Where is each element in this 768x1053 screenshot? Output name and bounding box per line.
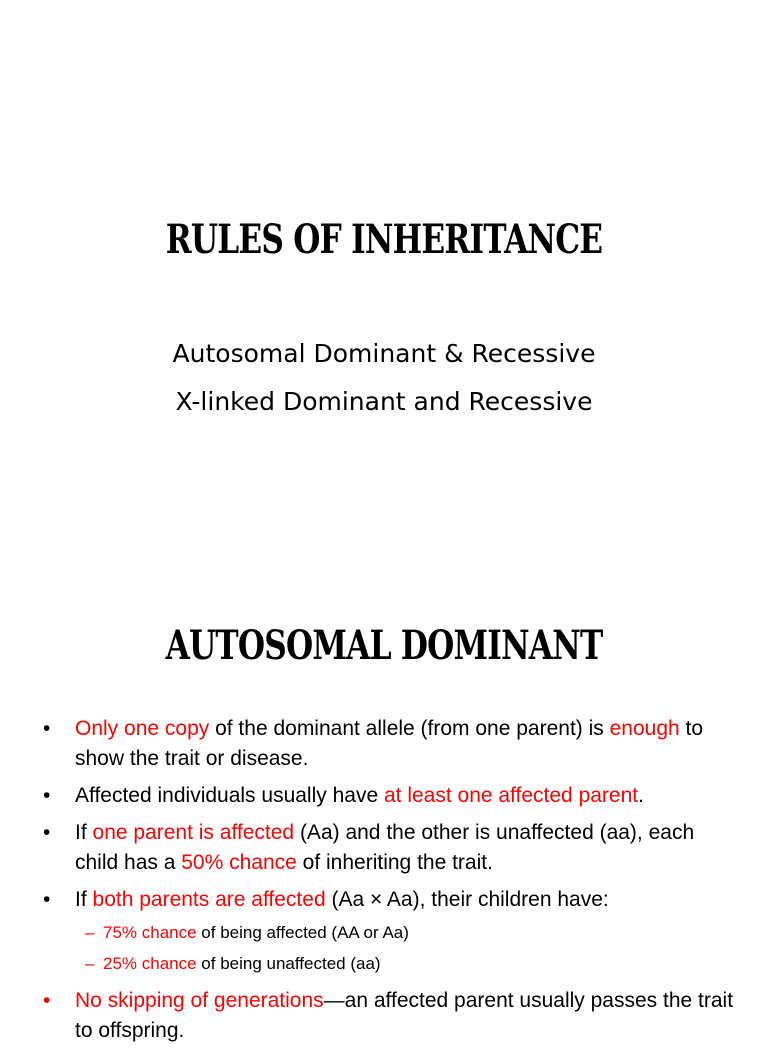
sub-bullet-text <box>103 954 381 973</box>
highlighted-text: at least one affected parent <box>383 784 639 807</box>
bullet-list <box>40 714 740 1053</box>
bullet-item <box>40 986 740 1046</box>
highlighted-text: one parent is affected <box>92 821 295 844</box>
body-text: aa <box>356 954 375 973</box>
body-text: ) <box>374 954 381 973</box>
bullet-marker-icon: • <box>43 821 51 844</box>
sub-bullet-item <box>75 917 740 948</box>
sub-bullet-text <box>103 923 409 942</box>
bullet-text <box>75 821 694 874</box>
highlighted-text: enough <box>609 717 680 740</box>
bullet-marker-icon: • <box>43 717 51 740</box>
body-text: . <box>638 784 644 807</box>
highlighted-text: No skipping of generations <box>75 989 324 1012</box>
highlighted-text: both parents are affected <box>92 888 326 911</box>
subtitle-line-1: Autosomal Dominant & Recessive <box>172 339 596 368</box>
body-text: of being unaffected ( <box>196 954 356 973</box>
body-text: (Aa × Aa), their children have: <box>325 888 609 911</box>
dash-marker-icon: – <box>85 954 95 973</box>
bullet-marker-icon: • <box>43 888 51 911</box>
bullet-item <box>40 781 740 811</box>
slide-autosomal-dominant <box>0 576 768 1042</box>
body-text: —an affected parent usually passes the trait to offspring. <box>75 989 734 1042</box>
highlighted-text: Only one copy <box>75 717 210 740</box>
body-text: to show the trait or disease. <box>75 717 704 770</box>
highlighted-text: 25% chance <box>103 954 197 973</box>
body-text: Affected individuals usually have <box>75 784 384 807</box>
sub-bullet-list <box>75 917 740 979</box>
bullet-text <box>75 717 703 770</box>
slide-title-heading: RULES OF INHERITANCE <box>165 216 603 263</box>
bullet-item <box>40 885 740 979</box>
body-text: ) <box>403 923 409 942</box>
body-text: of the dominant allele (from one parent) is <box>209 717 610 740</box>
slide-subtitles <box>0 330 768 426</box>
body-text: (Aa) and the other is unaffected (aa), each child has a <box>75 821 695 874</box>
slide-heading: AUTOSOMAL DOMINANT <box>165 622 603 669</box>
bullet-marker-icon: • <box>43 784 51 807</box>
body-text: AA or Aa <box>337 923 404 942</box>
body-text: If <box>75 888 93 911</box>
bullet-text <box>75 888 609 911</box>
body-text: of being affected ( <box>196 923 338 942</box>
bullet-text <box>75 784 644 807</box>
sub-bullet-item <box>75 948 740 979</box>
bullet-item <box>40 818 740 878</box>
highlighted-text: 75% chance <box>103 923 197 942</box>
subtitle-line-2: X-linked Dominant and Recessive <box>175 387 593 416</box>
bullet-item <box>40 714 740 774</box>
highlighted-text: 50% chance <box>181 851 297 874</box>
bullet-text <box>75 989 733 1042</box>
body-text: If <box>75 821 93 844</box>
slide-title <box>0 0 768 512</box>
body-text: of inheriting the trait. <box>296 851 493 874</box>
dash-marker-icon: – <box>85 923 95 942</box>
bullet-marker-icon: • <box>43 989 51 1012</box>
